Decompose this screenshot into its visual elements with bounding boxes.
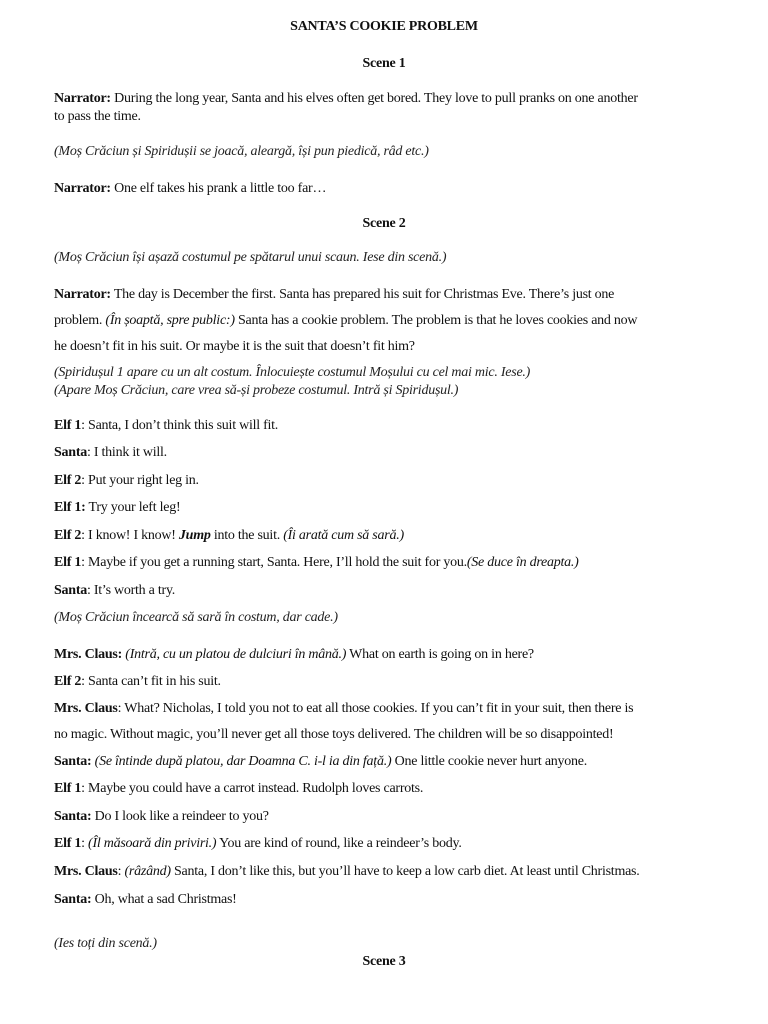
scene-1-heading: Scene 1 <box>362 56 406 71</box>
speaker-label: Santa <box>54 445 87 460</box>
dialogue-line: Santa: I think it will. <box>54 445 167 460</box>
stage-direction: (Moș Crăciun încearcă să sară în costum, dar cade.) <box>54 610 338 625</box>
speaker-label: Elf 1: <box>54 500 86 515</box>
speaker-label: Mrs. Claus <box>54 701 118 716</box>
dialogue-line: Elf 2: Santa can’t fit in his suit. <box>54 674 221 689</box>
speaker-label: Narrator: <box>54 287 111 302</box>
speaker-label: Narrator: <box>54 181 111 196</box>
stage-direction: (Ies toți din scenă.) <box>54 936 157 951</box>
inline-direction: (Îl măsoară din priviri.) <box>88 836 217 851</box>
dialogue-line: Mrs. Claus: (râzând) Santa, I don’t like this, but you’ll have to keep a low carb diet. At least until Christmas. <box>54 864 640 879</box>
dialogue-line: Mrs. Claus: What? Nicholas, I told you not to eat all those cookies. If you can’t fit in your suit, then there is <box>54 701 634 716</box>
speaker-label: Mrs. Claus <box>54 864 118 879</box>
dialogue-line: Elf 2: Put your right leg in. <box>54 473 199 488</box>
dialogue-line: Santa: Oh, what a sad Christmas! <box>54 892 237 907</box>
speaker-label: Santa <box>54 583 87 598</box>
dialogue-line: Elf 1: Maybe if you get a running start, Santa. Here, I’ll hold the suit for you.(Se duce în dreapta.) <box>54 555 579 570</box>
speaker-label: Elf 2 <box>54 528 82 543</box>
dialogue-line: Santa: Do I look like a reindeer to you? <box>54 809 269 824</box>
inline-direction: (Se întinde după platou, dar Doamna C. i-l ia din față.) <box>94 754 392 769</box>
speaker-label: Narrator: <box>54 91 111 106</box>
narrator-line-continued: problem. (În șoaptă, spre public:) Santa has a cookie problem. The problem is that he loves cookies and now <box>54 313 638 328</box>
speaker-label: Elf 1 <box>54 781 82 796</box>
dialogue-line: Elf 1: Santa, I don’t think this suit will fit. <box>54 418 279 433</box>
narrator-line <box>54 181 714 197</box>
aside-direction: (În șoaptă, spre public:) <box>105 313 235 328</box>
dialogue-text: The day is December the first. Santa has prepared his suit for Christmas Eve. There’s just one <box>110 287 615 302</box>
speaker-label: Mrs. Claus: <box>54 647 123 662</box>
narrator-line-continued: to pass the time. <box>54 109 141 124</box>
inline-direction: (Se duce în dreapta.) <box>466 555 579 570</box>
speaker-label: Elf 1 <box>54 555 82 570</box>
emphasis-jump: Jump <box>178 528 211 543</box>
scene-3-heading: Scene 3 <box>362 954 406 969</box>
dialogue-line: Elf 1: Maybe you could have a carrot instead. Rudolph loves carrots. <box>54 781 424 796</box>
speaker-label: Santa: <box>54 892 92 907</box>
inline-direction: (Îi arată cum să sară.) <box>283 528 404 543</box>
speaker-label: Elf 1 <box>54 418 82 433</box>
dialogue-line-continued: no magic. Without magic, you’ll never get all those toys delivered. The children will be so disappointed! <box>54 727 614 742</box>
dialogue-text: During the long year, Santa and his elves often get bored. They love to pull pranks on one another <box>110 91 638 106</box>
narrator-line <box>54 287 714 303</box>
dialogue-line: Elf 1: (Îl măsoară din priviri.) You are kind of round, like a reindeer’s body. <box>54 836 462 851</box>
speaker-label: Santa: <box>54 809 92 824</box>
speaker-label: Elf 1 <box>54 836 82 851</box>
narrator-line-continued: he doesn’t fit in his suit. Or maybe it is the suit that doesn’t fit him? <box>54 339 415 354</box>
speaker-label: Santa: <box>54 754 92 769</box>
dialogue-line: Santa: It’s worth a try. <box>54 583 176 598</box>
narrator-line <box>54 91 714 107</box>
dialogue-line: Elf 2: I know! I know! Jump into the suit. (Îi arată cum să sară.) <box>54 528 404 543</box>
dialogue-line: Santa: (Se întinde după platou, dar Doamna C. i-l ia din față.) One little cookie never hurt anyone. <box>54 754 587 769</box>
dialogue-line: Mrs. Claus: (Intră, cu un platou de dulciuri în mână.) What on earth is going on in here? <box>54 647 534 662</box>
speaker-label: Elf 2 <box>54 674 82 689</box>
stage-direction: (Moș Crăciun își așază costumul pe spătarul unui scaun. Iese din scenă.) <box>54 250 447 265</box>
stage-direction: (Moș Crăciun și Spiridușii se joacă, aleargă, își pun piedică, râd etc.) <box>54 144 429 159</box>
scene-2-heading: Scene 2 <box>362 216 406 231</box>
inline-direction: (Intră, cu un platou de dulciuri în mână.) <box>125 647 347 662</box>
inline-direction: (râzând) <box>124 864 171 879</box>
speaker-label: Elf 2 <box>54 473 82 488</box>
document-title: SANTA’S COOKIE PROBLEM <box>290 19 478 34</box>
stage-direction: (Apare Moș Crăciun, care vrea să-și probeze costumul. Intră și Spiridușul.) <box>54 383 459 398</box>
stage-direction: (Spiridușul 1 apare cu un alt costum. Înlocuiește costumul Moșului cu cel mai mic. Iese.) <box>54 365 531 380</box>
dialogue-line: Elf 1: Try your left leg! <box>54 500 181 515</box>
dialogue-text: One elf takes his prank a little too far… <box>110 181 327 196</box>
